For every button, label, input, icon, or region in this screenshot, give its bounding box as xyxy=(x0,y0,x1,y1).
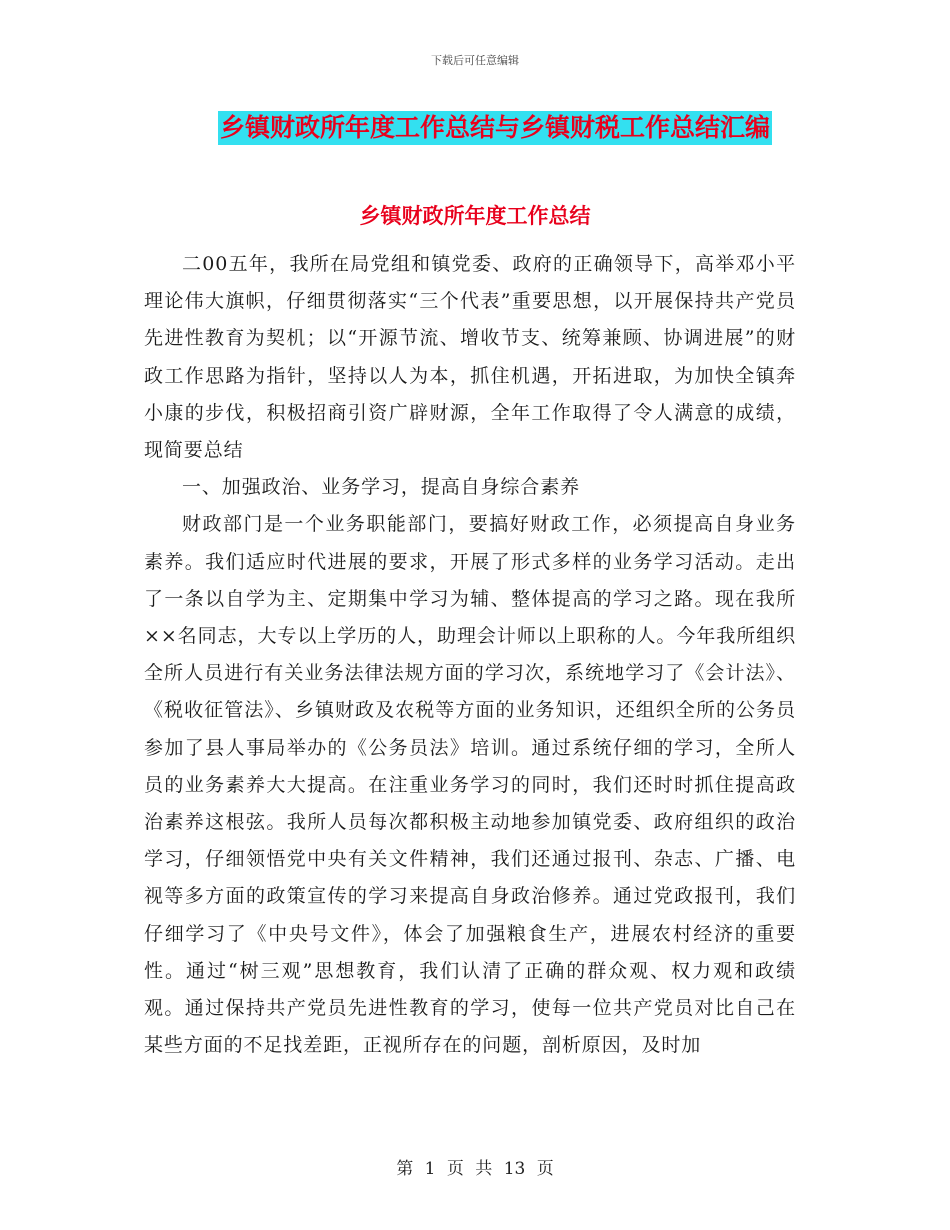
body-paragraph-intro: 二00五年，我所在局党组和镇党委、政府的正确领导下，高举邓小平理论伟大旗帜，仔细贯彻落实“三个代表”重要思想，以开展保持共产党员先进性教育为契机；以“开源节流、增收节支、统筹兼顾、协调进展”的财政工作思路为指针，坚持以人为本，抓住机遇，开拓进取，为加快全镇奔小康的步伐，积极招商引资广辟财源，全年工作取得了令人满意的成绩，现简要总结 xyxy=(144,253,796,462)
body-paragraph-study: 财政部门是一个业务职能部门，要搞好财政工作，必须提高自身业务素养。我们适应时代进展的要求，开展了形式多样的业务学习活动。走出了一条以自学为主、定期集中学习为辅、整体提高的学习之路。现在我所××名同志，大专以上学历的人，助理会计师以上职称的人。今年我所组织全所人员进行有关业务法律法规方面的学习次，系统地学习了《会计法》、《税收征管法》、乡镇财政及农税等方面的业务知识，还组织全所的公务员参加了县人事局举办的《公务员法》培训。通过系统仔细的学习，全所人员的业务素养大大提高。在注重业务学习的同时，我们还时时抓住提高政治素养这根弦。我所人员每次都积极主动地参加镇党委、政府组织的政治学习，仔细领悟党中央有关文件精神，我们还通过报刊、杂志、广播、电视等多方面的政策宣传的学习来提高自身政治修养。通过党政报刊，我们仔细学习了《中央号文件》，体会了加强粮食生产，进展农村经济的重要性。通过“树三观”思想教育，我们认清了正确的群众观、权力观和政绩观。通过保持共产党员先进性教育的学习，使每一位共产党员对比自己在某些方面的不足找差距，正视所存在的问题，剖析原因，及时加 xyxy=(144,513,796,1057)
document-title: 乡镇财政所年度工作总结与乡镇财税工作总结汇编 xyxy=(218,111,772,145)
document-title-container xyxy=(0,111,950,145)
section-title: 乡镇财政所年度工作总结 xyxy=(359,204,591,228)
body-paragraph-heading-1: 一、加强政治、业务学习，提高自身综合素养 xyxy=(182,476,581,499)
page-header-note: 下载后可任意编辑 xyxy=(431,54,519,67)
document-body xyxy=(144,246,796,1064)
page-number-footer: 第 1 页 共 13 页 xyxy=(396,1159,554,1179)
